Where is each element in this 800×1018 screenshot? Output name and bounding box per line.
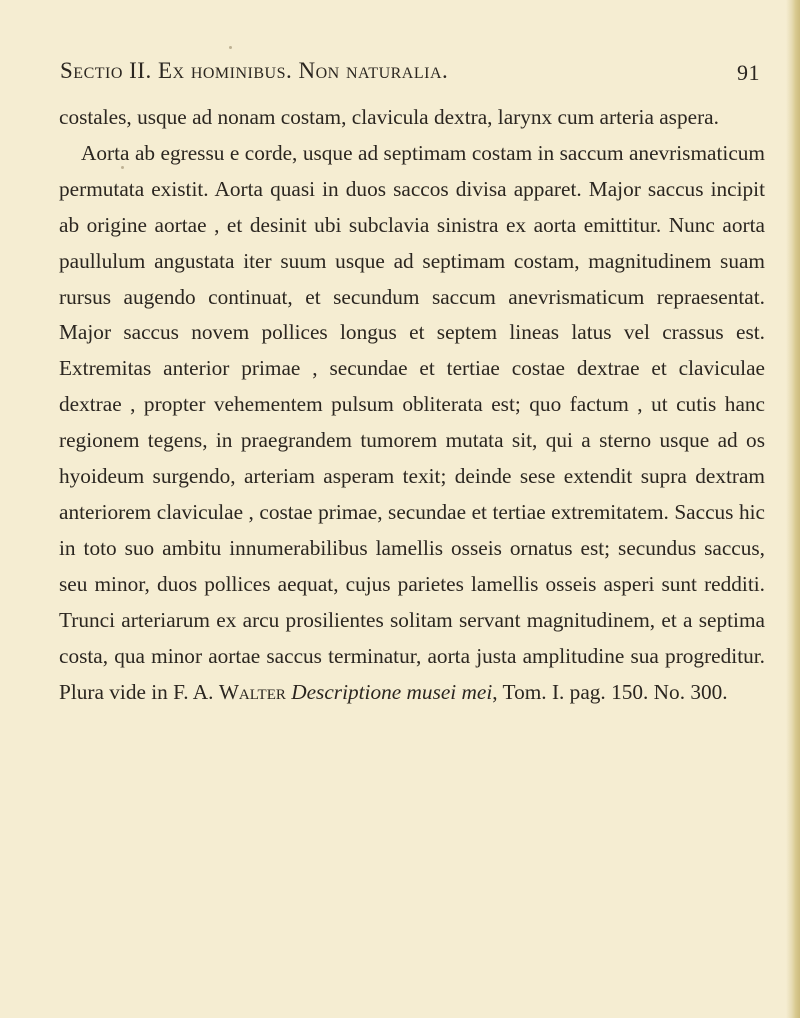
body-text (59, 100, 765, 710)
page-speck (229, 46, 232, 49)
paragraph-main (59, 136, 765, 711)
citation-author: Walter (218, 679, 286, 704)
running-header (60, 58, 760, 98)
citation-work: Descriptione musei mei (291, 679, 493, 704)
page-edge (786, 0, 800, 1018)
page-speck (121, 166, 124, 169)
paragraph-continued: costales, usque ad nonam costam, clavicula dextra, larynx cum arteria aspera. (59, 105, 719, 129)
page-number: 91 (737, 60, 760, 85)
running-title: Sectio II. Ex hominibus. Non naturalia. (60, 58, 449, 83)
citation-reference: , Tom. I. pag. 150. No. 300. (492, 679, 728, 704)
paragraph-text: Aorta ab egressu e corde, usque ad septimam costam in saccum anevrismaticum permutata existit. Aorta quasi in duos saccos divisa apparet. Major saccus incipit ab origine aortae , et desinit ubi subclavia sinistra ex aorta emittitur. Nunc aorta paullulum angustata iter suum usque ad septimam costam, magnitudinem suam rursus augendo continuat, et secundum saccum anevrismaticum repraesentat. Major saccus novem pollices longus et septem lineas latus vel crassus est. Extremitas anterior primae , secundae et tertiae costae dextrae et claviculae dextrae , propter vehementem pulsum obliterata est; quo factum , ut cutis hanc regionem tegens, in praegrandem tumorem mutata sit, qui a sterno usque ad os hyoideum surgendo, arteriam asperam texit; deinde sese extendit supra dextram anteriorem claviculae , costae primae, secundae et tertiae extremitatem. Saccus hic in toto suo ambitu innumerabilibus lamellis osseis ornatus est; secundus saccus, seu minor, duos pollices aequat, cujus parietes lamellis osseis asperi sunt redditi. Trunci arteriarum ex arcu prosilientes solitam servant magnitudinem, et a septima costa, qua minor aortae saccus terminatur, aorta justa amplitudine sua progreditur. Plura vide in F. A. (59, 140, 765, 704)
